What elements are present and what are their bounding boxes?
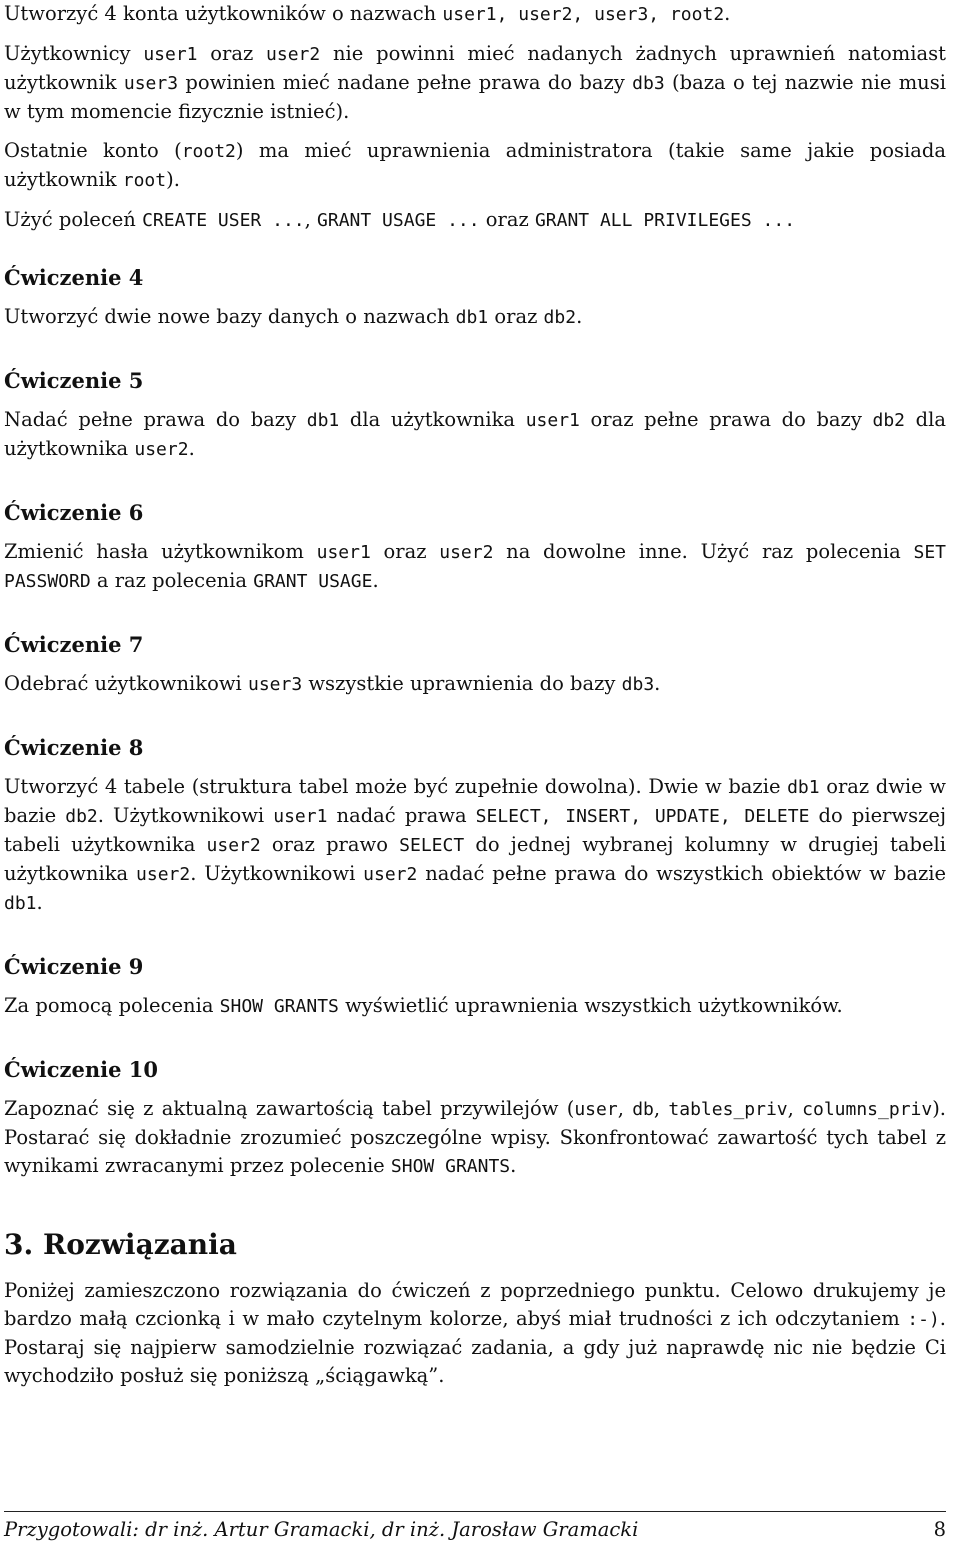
code: db2	[65, 806, 98, 827]
heading-exercise-6: Ćwiczenie 6	[4, 500, 144, 525]
heading-exercise-5: Ćwiczenie 5	[4, 368, 144, 393]
heading-exercise-9: Ćwiczenie 9	[4, 954, 144, 979]
footer-authors: Przygotowali: dr inż. Artur Gramacki, dr inż. Jarosław Gramacki	[4, 1518, 639, 1541]
code: SHOW GRANTS	[390, 1156, 511, 1177]
code: user1, user2, user3, root2	[442, 4, 725, 25]
code: GRANT ALL PRIVILEGES ...	[534, 210, 796, 231]
heading-exercise-10: Ćwiczenie 10	[4, 1057, 158, 1082]
paragraph-exercise-4: Utworzyć dwie nowe bazy danych o nazwach db1 oraz db2.	[4, 305, 583, 328]
code: user1	[316, 542, 371, 563]
paragraph-create-accounts: Utworzyć 4 konta użytkowników o nazwach user1, user2, user3, root2.	[4, 2, 731, 25]
paragraph-exercise-5: Nadać pełne prawa do bazy db1 dla użytkownika user1 oraz pełne prawa do bazy db2 dla użytkownika user2.	[4, 408, 946, 460]
code: user3	[247, 674, 303, 695]
document-page	[4, 0, 946, 1546]
code: columns_priv	[802, 1099, 933, 1120]
code: db3	[621, 674, 655, 695]
code: user2	[363, 864, 418, 885]
code: :-)	[907, 1309, 940, 1330]
code: db	[632, 1099, 654, 1120]
code: db1	[306, 410, 340, 431]
paragraph-commands: Użyć poleceń CREATE USER ..., GRANT USAGE ... oraz GRANT ALL PRIVILEGES ...	[4, 208, 796, 231]
paragraph-exercise-10: Zapoznać się z aktualną zawartością tabel przywilejów (user, db, tables_priv, columns_priv). Postarać się dokładnie zrozumieć poszczególne wpisy. Skonfrontować zawartość tych tabel z wynikami zwracanymi przez polecenie SHOW GRANTS.	[4, 1097, 947, 1177]
code: user	[574, 1099, 618, 1120]
code: db1	[455, 307, 489, 328]
code: db1	[4, 893, 37, 914]
code: db2	[872, 410, 905, 431]
heading-exercise-8: Ćwiczenie 8	[4, 735, 144, 760]
code: user2	[206, 835, 261, 856]
page-number: 8	[933, 1518, 946, 1541]
code: db2	[543, 307, 577, 328]
code: db1	[787, 777, 820, 798]
paragraph-solutions-intro: Poniżej zamieszczono rozwiązania do ćwiczeń z poprzedniego punktu. Celowo drukujemy je bardzo małą czcionką i w mało czytelnym kolorze, abyś miał trudności z ich odczytaniem :-). Postaraj się najpierw samodzielnie rozwiązać zadania, a gdy już naprawdę nic nie będzie Ci wychodziło posłuż się poniższą „ściągawką”.	[4, 1279, 946, 1387]
heading-exercise-7: Ćwiczenie 7	[4, 632, 144, 657]
code: user1	[525, 410, 580, 431]
code: root	[122, 170, 167, 191]
code: db3	[632, 73, 665, 94]
code: SHOW GRANTS	[219, 996, 339, 1017]
code: CREATE USER ...	[142, 210, 305, 231]
footer-divider	[4, 1511, 946, 1512]
code: user2	[266, 44, 321, 65]
code: user2	[136, 864, 191, 885]
code: GRANT USAGE ...	[317, 210, 480, 231]
code: user1	[273, 806, 328, 827]
code: SELECT, INSERT, UPDATE, DELETE	[475, 806, 810, 827]
page-footer	[4, 1518, 946, 1541]
paragraph-permissions: Użytkownicy user1 oraz user2 nie powinni mieć nadanych żadnych uprawnień natomiast użytkownik user3 powinien mieć nadane pełne prawa do bazy db3 (baza o tej nazwie nie musi w tym momencie fizycznie istnieć).	[4, 42, 946, 123]
code: root2	[181, 141, 236, 162]
code: user3	[123, 73, 179, 94]
heading-exercise-4: Ćwiczenie 4	[4, 265, 144, 290]
code: GRANT USAGE	[253, 571, 373, 592]
code: SET PASSWORD	[4, 542, 947, 592]
code: tables_priv	[668, 1099, 788, 1120]
code: SELECT	[399, 835, 465, 856]
code: user1	[143, 44, 198, 65]
paragraph-exercise-7: Odebrać użytkownikowi user3 wszystkie uprawnienia do bazy db3.	[4, 672, 661, 695]
paragraph-root2: Ostatnie konto (root2) ma mieć uprawnienia administratora (takie same jakie posiada użytkownik root).	[4, 139, 946, 191]
paragraph-exercise-9: Za pomocą polecenia SHOW GRANTS wyświetlić uprawnienia wszystkich użytkowników.	[4, 994, 843, 1017]
code: user2	[439, 542, 494, 563]
code: user2	[134, 439, 189, 460]
paragraph-exercise-6: Zmienić hasła użytkownikom user1 oraz user2 na dowolne inne. Użyć raz polecenia SET PASSWORD a raz polecenia GRANT USAGE.	[4, 540, 947, 592]
heading-section-3: 3. Rozwiązania	[4, 1228, 237, 1261]
paragraph-exercise-8: Utworzyć 4 tabele (struktura tabel może być zupełnie dowolna). Dwie w bazie db1 oraz dwie w bazie db2. Użytkownikowi user1 nadać prawa SELECT, INSERT, UPDATE, DELETE do pierwszej tabeli użytkownika user2 oraz prawo SELECT do jednej wybranej kolumny w drugiej tabeli użytkownika user2. Użytkownikowi user2 nadać pełne prawa do wszystkich obiektów w bazie db1.	[4, 775, 947, 914]
